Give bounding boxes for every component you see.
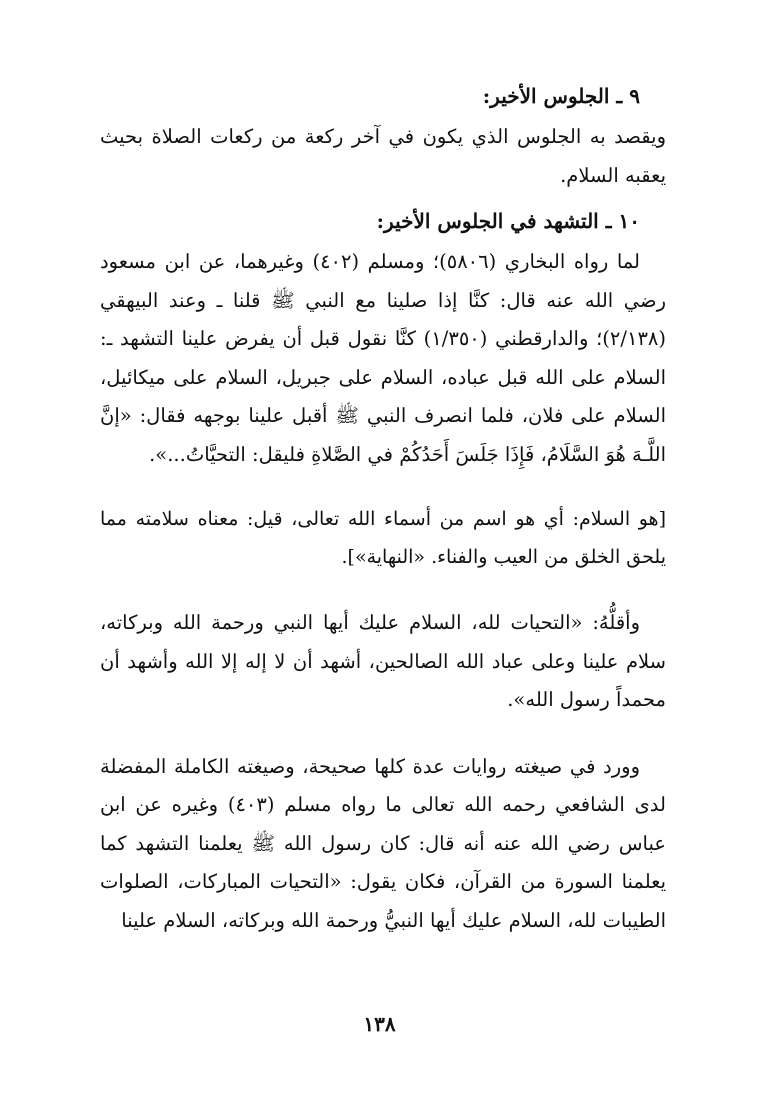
section-10-body: لما رواه البخاري (٥٨٠٦)؛ ومسلم (٤٠٢) وغيرهما، عن ابن مسعود رضي الله عنه قال: كنَّا إذا صلينا مع النبي ﷺ قلنا ـ وعند البيهقي (٢/١٣٨)؛ والدارقطني (١/٣٥٠) كنَّا نقول قبل أن يفرض علينا التشهد ـ: السلام على الله قبل عباده، السلام على جبريل، السلام على ميكائيل، السلام على فلان، فلما انصرف النبي ﷺ أقبل علينا بوجهه فقال: «إنَّ اللَّـهَ هُوَ السَّلَامُ، فَإِذَا جَلَسَ أَحَدُكُمْ في الصَّلاةِ فليقل: التحيَّاتُ...». [100, 250, 666, 466]
book-page [100, 82, 666, 940]
section-9-body: ويقصد به الجلوس الذي يكون في آخر ركعة من ركعات الصلاة بحيث يعقبه السلام. [100, 125, 666, 187]
page-number: ١٣٨ [363, 1012, 396, 1036]
section-9-heading: ٩ ـ الجلوس الأخير: [482, 84, 640, 108]
spacer [100, 195, 666, 207]
footnote-explanation: [هو السلام: أي هو اسم من أسماء الله تعالى، قيل: معناه سلامته مما يلحق الخلق من العيب والفناء. «النهاية»]. [100, 508, 666, 568]
spacer [100, 576, 666, 604]
paragraph-aqalluhu: وأقلُّهُ: «التحيات لله، السلام عليك أيها النبي ورحمة الله وبركاته، سلام علينا وعلى عباد الله الصالحين، أشهد أن لا إله إلا الله وأشهد أن محمداً رسول الله». [100, 611, 666, 711]
spacer [100, 720, 666, 748]
paragraph-wurud: وورد في صيغته روايات عدة كلها صحيحة، وصيغته الكاملة المفضلة لدى الشافعي رحمه الله تعالى ما رواه مسلم (٤٠٣) وغيره عن ابن عباس رضي الله عنه أنه قال: كان رسول الله ﷺ يعلمنا التشهد كما يعلمنا السورة من القرآن، فكان يقول: «التحيات المباركات، الصلوات الطيبات لله، السلام عليك أيها النبيُّ ورحمة الله وبركاته، السلام علينا [100, 754, 666, 932]
section-10-heading: ١٠ ـ التشهد في الجلوس الأخير: [376, 209, 640, 233]
spacer [100, 474, 666, 500]
